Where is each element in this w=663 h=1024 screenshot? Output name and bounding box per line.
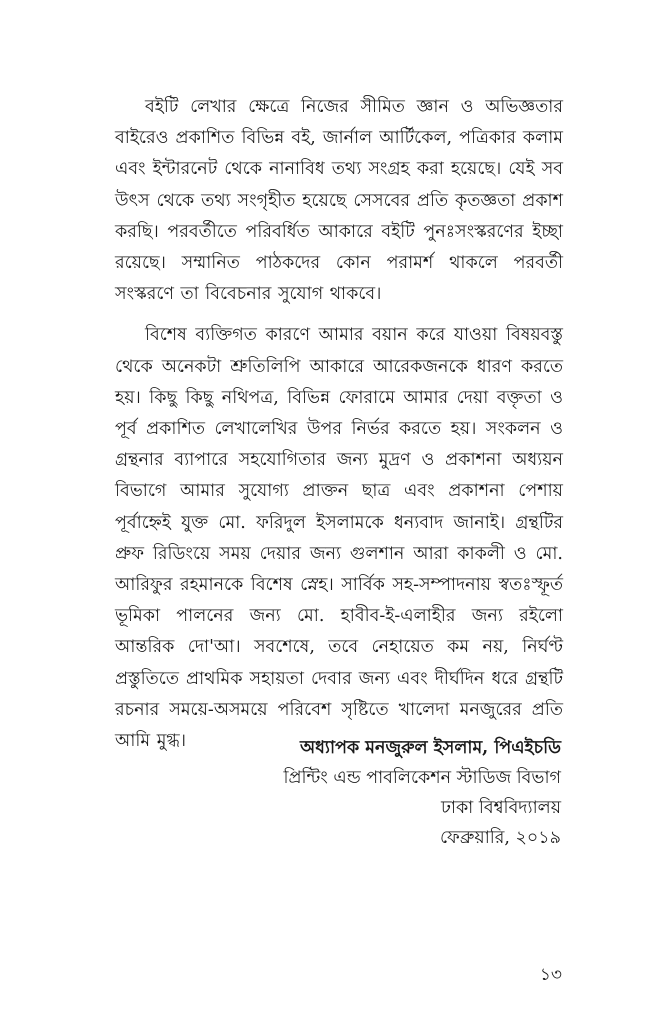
signature-date: ফেব্রুয়ারি, ২০১৯ — [439, 828, 561, 848]
page-number: ১৩ — [539, 965, 562, 985]
author-department: প্রিন্টিং এন্ড পাবলিকেশন স্টাডিজ বিভাগ — [283, 768, 561, 788]
paragraph-acknowledgements: বিশেষ ব্যক্তিগত কারণে আমার বয়ান করে যাওয়া বিষয়বস্তু থেকে অনেকটা শ্রুতিলিপি আকারে আরেকজনকে ধারণ করতে হয়। কিছু কিছু নথিপত্র, বিভিন্ন ফোরামে আমার দেয়া বক্তৃতা ও পূর্ব প্রকাশিত লেখালেখির উপর নির্ভর করতে হয়। সংকলন ও গ্রন্থনার ব্যাপারে সহযোগিতার জন্য মুদ্রণ ও প্রকাশনা অধ্যয়ন বিভাগে আমার সুযোগ্য প্রাক্তন ছাত্র এবং প্রকাশনা পেশায় পূর্বাহ্নেই যুক্ত মো. ফরিদুল ইসলামকে ধন্যবাদ জানাই। গ্রন্থটির প্রুফ রিডিংয়ে সময় দেয়ার জন্য গুলশান আরা কাকলী ও মো. আরিফুর রহমানকে বিশেষ স্নেহ। সার্বিক সহ-সম্পাদনায় স্বতঃস্ফূর্ত ভূমিকা পালনের জন্য মো. হাবীব-ই-এলাহীর জন্য রইলো আন্তরিক দো'আ। সবশেষে, তবে নেহায়েত কম নয়, নির্ঘণ্ট প্রস্তুতিতে প্রাথমিক সহায়তা দেবার জন্য এবং দীর্ঘদিন ধরে গ্রন্থটি রচনার সময়ে-অসময়ে পরিবেশ সৃষ্টিতে খালেদা মনজুরের প্রতি আমি মুগ্ধ। — [115, 325, 563, 752]
paragraph-sources: বইটি লেখার ক্ষেত্রে নিজের সীমিত জ্ঞান ও অভিজ্ঞতার বাইরেও প্রকাশিত বিভিন্ন বই, জার্নাল আর্টিকেল, পত্রিকার কলাম এবং ইন্টারনেট থেকে নানাবিধ তথ্য সংগ্রহ করা হয়েছে। যেই সব উৎস থেকে তথ্য সংগৃহীত হয়েছে সেসবের প্রতি কৃতজ্ঞতা প্রকাশ করছি। পরবর্তীতে পরিবর্ধিত আকারে বইটি পুনঃসংস্করণের ইচ্ছা রয়েছে। সম্মানিত পাঠকদের কোন পরামর্শ থাকলে পরবর্তী সংস্করণে তা বিবেচনার সুযোগ থাকবে। — [115, 97, 563, 305]
signature-block — [283, 733, 561, 853]
body-text — [115, 92, 563, 767]
author-name: অধ্যাপক মনজুরুল ইসলাম, পিএইচডি — [299, 738, 561, 758]
author-university: ঢাকা বিশ্ববিদ্যালয় — [440, 798, 561, 818]
